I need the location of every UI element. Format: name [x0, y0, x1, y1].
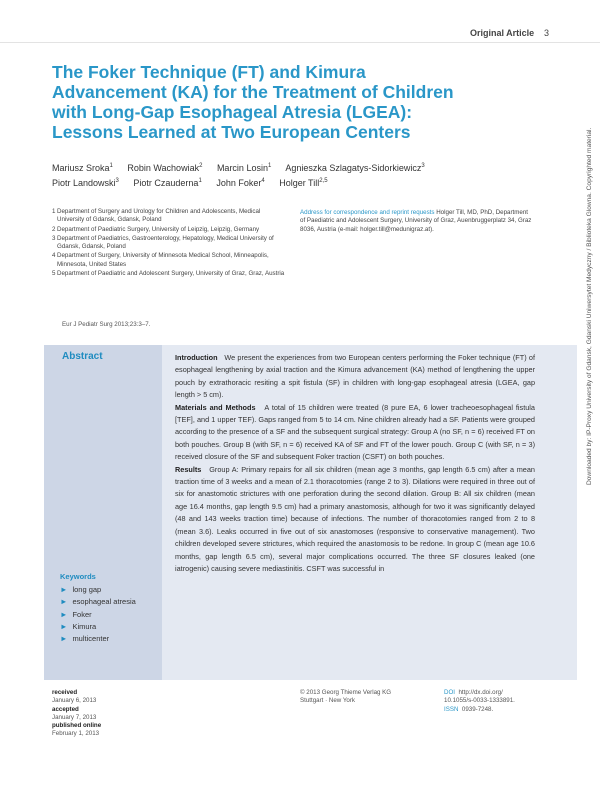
author: Marcin Losin$^1$: [216, 163, 272, 173]
author: Piotr Czauderna$^1$: [133, 178, 202, 188]
author: John Foker$^4$: [216, 178, 265, 188]
publisher-info: © 2013 Georg Thieme Verlag KG Stuttgart · New York: [300, 689, 392, 705]
citation: Eur J Pediatr Surg 2013;23:3–7.: [62, 321, 151, 328]
page-number: 3: [544, 28, 550, 38]
title-line: The Foker Technique (FT) and Kimura: [52, 62, 366, 82]
author: Mariusz Sroka$^1$: [52, 163, 113, 173]
keyword-item: ► esophageal atresia: [60, 597, 136, 607]
date-label: received: [52, 689, 78, 696]
author-list: [52, 160, 437, 190]
correspondence-label: Address for correspondence and reprint requests: [300, 209, 435, 216]
date-value: January 7, 2013: [52, 713, 97, 721]
keyword-item: ► long gap: [60, 585, 102, 594]
abstract-section: Materials and Methods A total of 15 children were treated (8 pure EA, 6 lower tracheoesophageal fistula [TEF], and 1 upper TEF). Gaps ranged from 5 to 14 cm. Nine children already had a SF. Patients were grouped according to the presence of a SF and the subsequent surgical strategy: Group A (no SF, n = 6) received FT on both pouches. Group B (with SF, n = 6) received KA of SF and FT of the lower pouch. Group C (with SF, n = 3) received closure of the SF and subsequent Foker traction (CSFT) on both pouches.: [175, 402, 535, 462]
keyword-item: ► multicenter: [60, 634, 110, 644]
date-value: January 6, 2013: [52, 697, 97, 705]
affiliation: 1 Department of Surgery and Urology for Children and Adolescents, Medical University of Gdansk, Gdansk, Poland: [52, 208, 261, 224]
author: Agnieszka Szlagatys-Sidorkiewicz$^3$: [285, 163, 425, 173]
correspondence-text: Holger Till, MD, PhD, Department of Paediatric and Adolescent Surgery, University of Graz, Auenbruggerplatz 34, Graz 8036, Austria (e-mail: holger.till@medunigraz.at).: [300, 209, 532, 233]
date-label: accepted: [52, 705, 79, 713]
affiliation: 4 Department of Surgery, University of Minnesota Medical School, Minneapolis, Minnesota, United States: [52, 252, 269, 268]
correspondence: [300, 209, 534, 234]
doi-issn: DOI http://dx.doi.org/ 10.1055/s-0033-1333891. ISSN 0939-7248.: [444, 689, 515, 713]
title-line: Advancement (KA) for the Treatment of Children: [52, 82, 454, 102]
keyword-item: ► Kimura: [60, 621, 97, 631]
affiliations: [52, 208, 288, 279]
date-value: February 1, 2013: [52, 730, 100, 738]
author: Piotr Landowski$^3$: [52, 178, 119, 188]
abstract-section: Introduction We present the experiences from two European centers performing the Foker technique (FT) of esophageal lengthening by axial traction and the Kimura advancement (KA) method of lengthening the upper pouch by extrathoracic resiting a spit fistula (SF) in children with long-gap esophageal atresia (LGEA, gap length > 5 cm).: [175, 353, 535, 400]
keywords-list: [60, 584, 136, 645]
download-watermark: Downloaded by: IP-Proxy University of Gdansk, Gdanski Uniwersytet Medyczny / Biblioteka Glowna. Copyrighted material.: [586, 127, 593, 485]
abstract-body: [175, 352, 535, 575]
title-line: with Long-Gap Esophageal Atresia (LGEA):: [52, 102, 413, 122]
author: Holger Till$^{2,5}$: [279, 178, 328, 188]
article-title: [52, 62, 522, 142]
page-header: [0, 0, 600, 56]
doi-link[interactable]: http://dx.doi.org/: [458, 689, 503, 696]
keywords-heading: Keywords: [60, 572, 96, 581]
affiliation: 2 Department of Paediatric Surgery, University of Leipzig, Leipzig, Germany: [52, 225, 260, 233]
abstract-section: Results Group A: Primary repairs for all six children (mean age 3 months, gap length 6.5 cm) after a mean traction time of 3 weeks and a mean of 2.1 thoracotomies (range 2 to 3). Dilations were required in three out of six for anastomotic strictures with one perforation during the second dilation. Group B: All six children (mean age 16.4 months, gap length 9.5 cm) had a primary anastomosis, although for two it was significantly delayed (48 and 143 weeks traction time) because of infections. The number of thoracotomies ranged from 2 to 8 (mean 3.6). Leaks occurred in five out of six anastomoses (responsive to conservative management). Two children developed severe strictures, which required the anastomosis to be redone. In group C (mean age 10.6 months, gap length 6.5 cm), several major complications occurred. The three SF closures leaked (one iatrogenic) causing severe mediastinitis. CSFT was successful in: [175, 464, 535, 573]
keyword-item: ► Foker: [60, 609, 92, 619]
publication-dates: [52, 689, 101, 739]
author: Robin Wachowiak$^2$: [127, 163, 203, 173]
abstract-heading: Abstract: [62, 351, 103, 362]
title-line: Lessons Learned at Two European Centers: [52, 122, 411, 142]
section-label: Original Article: [470, 28, 535, 38]
date-label: published online: [52, 722, 102, 730]
affiliation: 5 Department of Paediatric and Adolescent Surgery, University of Graz, Graz, Austria: [52, 270, 285, 278]
affiliation: 3 Department of Paediatrics, Gastroenterology, Hepatology, Medical University of Gdansk, Gdansk, Poland: [52, 234, 274, 251]
header-divider: [0, 42, 600, 43]
